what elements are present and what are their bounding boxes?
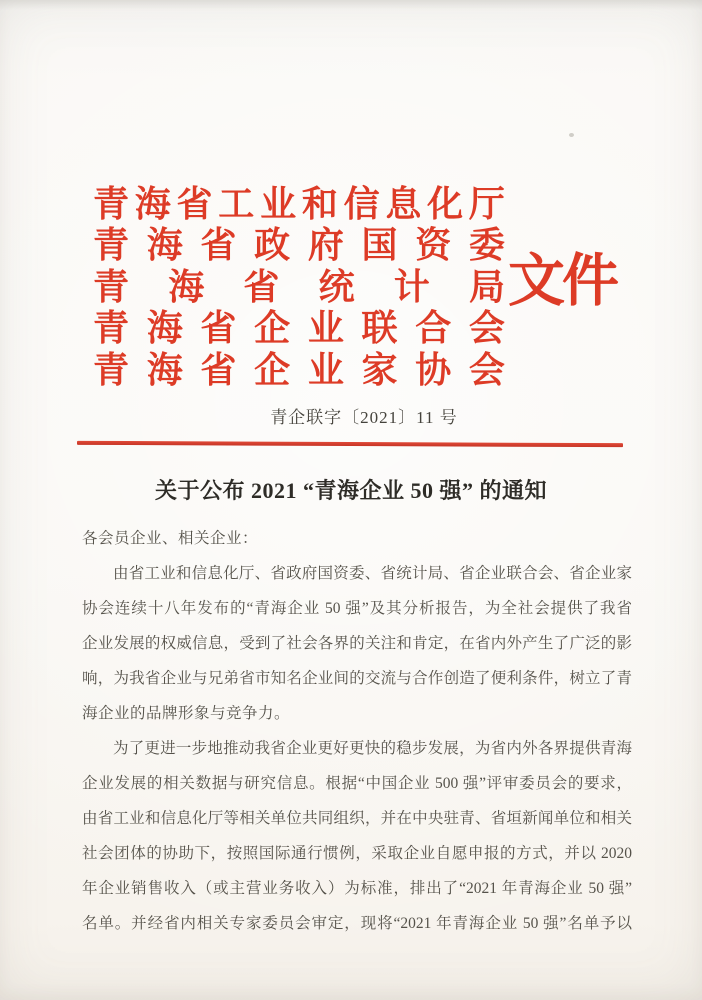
body-line: 由省工业和信息化厅等相关单位共同组织，并在中央驻青、省垣新闻单位和相关	[82, 810, 632, 827]
body-line: 由省工业和信息化厅、省政府国资委、省统计局、省企业联合会、省企业家	[113, 565, 632, 582]
body-line: 社会团体的协助下，按照国际通行惯例，采取企业自愿申报的方式，并以 2020	[82, 845, 632, 862]
document-body	[82, 521, 632, 941]
agency-line: 青 海 省 工 业 和 信 息 化 厅	[93, 183, 505, 224]
body-line: 年企业销售收入（或主营业务收入）为标准，排出了“2021 年青海企业 50 强”	[82, 880, 632, 897]
body-line: 为了更进一步地推动我省企业更好更快的稳步发展，为省内外各界提供青海	[113, 740, 632, 757]
red-divider-line	[77, 441, 623, 447]
agency-line: 青 海 省 政 府 国 资 委	[93, 225, 505, 266]
body-line: 企业发展的权威信息，受到了社会各界的关注和肯定，在省内外产生了广泛的影	[82, 635, 632, 652]
body-line: 响，为我省企业与兄弟省市知名企业间的交流与合作创造了便利条件，树立了青	[82, 670, 632, 687]
document-reference-number: 青企联字〔2021〕11 号	[270, 408, 458, 427]
body-line: 协会连续十八年发布的“青海企业 50 强”及其分析报告，为全社会提供了我省	[82, 600, 632, 617]
agency-line: 青 海 省 企 业 家 协 会	[93, 349, 505, 390]
body-line: 海企业的品牌形象与竞争力。	[82, 705, 291, 722]
body-line: 名单。并经省内相关专家委员会审定，现将“2021 年青海企业 50 强”名单予以	[82, 915, 632, 932]
agency-line: 青 海 省 企 业 联 合 会	[93, 308, 505, 349]
letterhead-kicker-wenjian: 文件	[508, 250, 616, 313]
scan-speck	[569, 133, 574, 137]
document-title: 关于公布 2021 “青海企业 50 强” 的通知	[154, 478, 547, 503]
letterhead	[93, 183, 505, 391]
body-line: 企业发展的相关数据与研究信息。根据“中国企业 500 强”评审委员会的要求，	[82, 775, 632, 792]
body-line: 各会员企业、相关企业：	[82, 530, 259, 547]
agency-line: 青 海 省 统 计 局	[93, 266, 505, 307]
